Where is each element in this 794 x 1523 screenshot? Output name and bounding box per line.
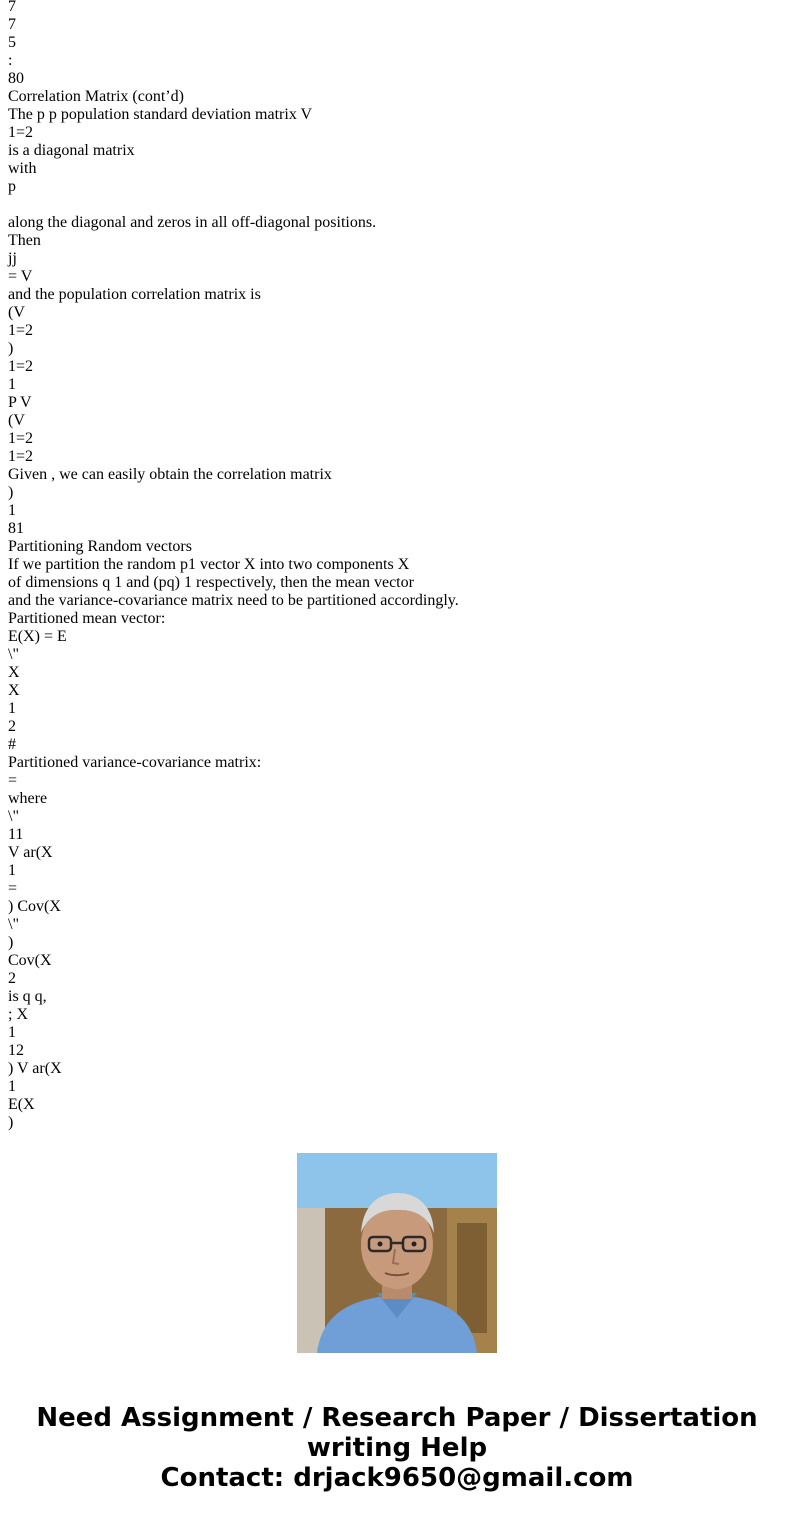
text-line: Given , we can easily obtain the correlation matrix: [8, 466, 332, 483]
text-line: is q q,: [8, 988, 47, 1005]
text-line: 1=2: [8, 430, 34, 447]
text-line: Partitioning Random vectors: [8, 538, 192, 555]
text-line: 2: [8, 970, 16, 987]
text-line: ): [8, 934, 14, 951]
text-line: 11: [8, 826, 24, 843]
promo-contact: Contact: drjack9650@gmail.com: [160, 1463, 634, 1493]
text-line: and the population correlation matrix is: [8, 286, 261, 303]
text-line: 7: [8, 0, 16, 15]
text-line: 7: [8, 16, 16, 33]
author-photo: [297, 1153, 497, 1353]
text-line: of dimensions q 1 and (pq) 1 respectively, then the mean vector: [8, 574, 414, 591]
promo-line-2: writing Help: [306, 1433, 488, 1463]
text-line: 1: [8, 376, 16, 393]
text-line: The p p population standard deviation matrix V: [8, 106, 313, 123]
text-line: with: [8, 160, 37, 177]
text-line: E(X) = E: [8, 628, 67, 645]
text-line: is a diagonal matrix: [8, 142, 135, 159]
text-line: ): [8, 1114, 14, 1131]
text-line: Cov(X: [8, 952, 52, 969]
text-line: \": [8, 646, 19, 663]
text-line: P V: [8, 394, 32, 411]
text-line: jj: [8, 250, 17, 267]
text-line: 1: [8, 862, 16, 879]
text-line: V ar(X: [8, 844, 53, 861]
text-line: Then: [8, 232, 41, 249]
text-line: 1: [8, 1024, 16, 1041]
text-line: 1=2: [8, 124, 34, 141]
text-line: 1=2: [8, 322, 34, 339]
text-line: ) V ar(X: [8, 1060, 62, 1077]
text-line: 12: [8, 1042, 24, 1059]
text-line: \": [8, 916, 19, 933]
text-line: 5: [8, 34, 16, 51]
text-line: E(X: [8, 1096, 35, 1113]
text-line: :: [8, 52, 13, 69]
text-line: X: [8, 664, 20, 681]
text-line: along the diagonal and zeros in all off-diagonal positions.: [8, 214, 377, 231]
text-line: 2: [8, 718, 16, 735]
text-line: If we partition the random p1 vector X into two components X: [8, 556, 410, 573]
text-line: p: [8, 178, 16, 195]
promo-line-1: Need Assignment / Research Paper / Dissertation: [36, 1403, 758, 1433]
text-line: 81: [8, 520, 24, 537]
text-line: 1: [8, 700, 16, 717]
text-line: 80: [8, 70, 24, 87]
text-line: 1=2: [8, 448, 34, 465]
promo-banner: [0, 1403, 794, 1493]
document-text: [8, 0, 788, 1131]
text-line: #: [8, 736, 16, 753]
text-line: (V: [8, 412, 25, 429]
text-line: =: [8, 772, 18, 789]
text-line: ) Cov(X: [8, 898, 61, 915]
text-line: Partitioned variance-covariance matrix:: [8, 754, 262, 771]
text-line: ): [8, 484, 14, 501]
text-line: 1=2: [8, 358, 34, 375]
text-line: 1: [8, 1078, 16, 1095]
text-line: ; X: [8, 1006, 28, 1023]
text-line: where: [8, 790, 48, 807]
text-line: \": [8, 808, 19, 825]
text-line: (V: [8, 304, 25, 321]
text-line: Correlation Matrix (cont’d): [8, 88, 184, 105]
text-line: Partitioned mean vector:: [8, 610, 166, 627]
text-line: [8, 196, 788, 214]
text-line: =: [8, 880, 18, 897]
text-line: and the variance-covariance matrix need to be partitioned accordingly.: [8, 592, 459, 609]
text-line: ): [8, 340, 14, 357]
person-avatar-icon: [297, 1153, 497, 1353]
text-line: 1: [8, 502, 16, 519]
text-line: = V: [8, 268, 33, 285]
text-line: X: [8, 682, 20, 699]
